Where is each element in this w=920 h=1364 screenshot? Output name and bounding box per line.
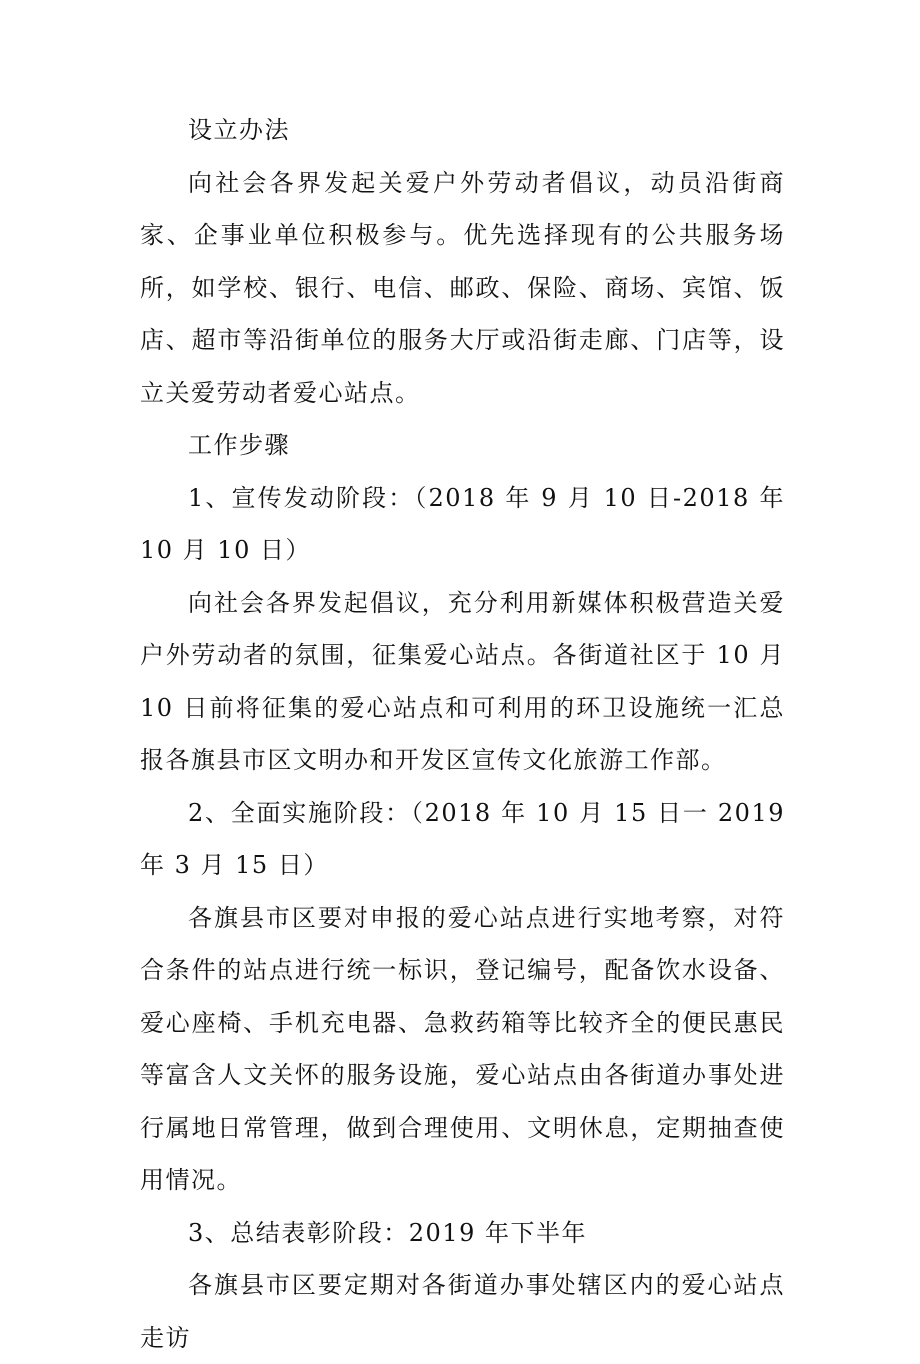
step-1-title: 1、宣传发动阶段：（2018 年 9 月 10 日-2018 年 10 月 10 日） — [140, 483, 785, 564]
step-1-paragraph: 向社会各界发起倡议，充分利用新媒体积极营造关爱户外劳动者的氛围，征集爱心站点。各街道社区于 10 月 10 日前将征集的爱心站点和可利用的环卫设施统一汇总报各旗县市区文明办和开发区宣传文化旅游工作部。 — [140, 588, 785, 774]
heading-setup-method: 设立办法 — [188, 116, 290, 144]
step-2-title: 2、全面实施阶段：（2018 年 10 月 15 日一 2019 年 3 月 15 日） — [140, 798, 785, 879]
step-3-paragraph: 各旗县市区要定期对各街道办事处辖区内的爱心站点走访 — [140, 1271, 785, 1352]
heading-work-steps: 工作步骤 — [188, 431, 290, 459]
paragraph-setup-method: 向社会各界发起关爱户外劳动者倡议，动员沿街商家、企事业单位积极参与。优先选择现有的公共服务场所，如学校、银行、电信、邮政、保险、商场、宾馆、饭店、超市等沿街单位的服务大厅或沿街走廊、门店等，设立关爱劳动者爱心站点。 — [140, 168, 785, 407]
step-2-paragraph: 各旗县市区要对申报的爱心站点进行实地考察，对符合条件的站点进行统一标识，登记编号，配备饮水设备、爱心座椅、手机充电器、急救药箱等比较齐全的便民惠民等富含人文关怀的服务设施，爱心站点由各街道办事处进行属地日常管理，做到合理使用、文明休息，定期抽查使用情况。 — [140, 903, 785, 1194]
step-3-title: 3、总结表彰阶段：2019 年下半年 — [188, 1218, 587, 1247]
document-body — [140, 104, 785, 1364]
